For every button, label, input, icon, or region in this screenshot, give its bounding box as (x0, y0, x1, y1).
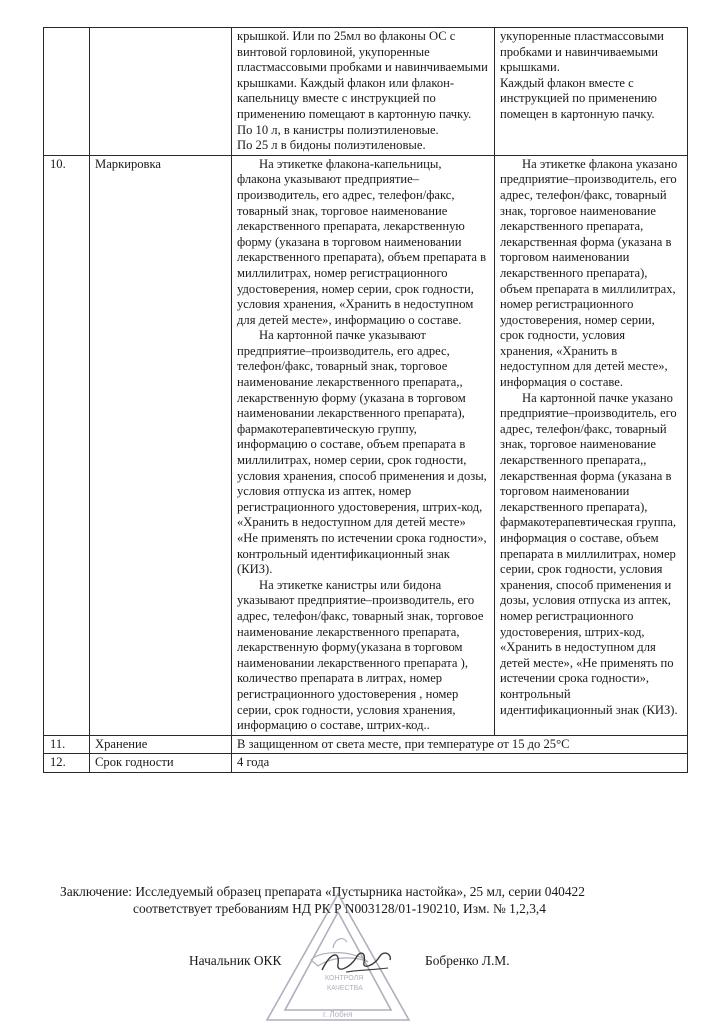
table-row (44, 28, 688, 156)
svg-text:КОНТРОЛЯ: КОНТРОЛЯ (325, 975, 364, 982)
row-number-cell (44, 28, 90, 156)
requirement-text: По 25 л в бидоны полиэтиленовые. (237, 138, 426, 153)
signature-position: Начальник ОКК (189, 953, 282, 968)
requirement-text: На этикетке флакона-капельницы, флакона указывают предприятие–производитель, его адрес, телефон/факс, товарный знак, торговое наименование лекарственного препарата, лекарственную форму (указана в торговом наименовании лекарственного препарата), объем препарата в миллилитрах, номер регистрационного удостоверения, номер серии, срок годности, условия хранения, «Хранить в недоступном для детей месте», информацию о составе. (237, 156, 487, 327)
table-row (44, 735, 688, 754)
conclusion-line-1: Заключение: Исследуемый образец препарата «Пустырника настойка», 25 мл, серии 040422 (60, 884, 585, 899)
conclusion-line-2: соответствует требованиям НД РК Р N003128/01-190210, Изм. № 1,2,3,4 (133, 901, 546, 916)
actual-text: На этикетке флакона указано предприятие–производитель, его адрес, телефон/факс, товарный знак, торговое наименование лекарственного препарата, лекарственная форма (указана в торговом наименовании лекарственного препарата), объем препарата в миллилитрах, номер регистрационного удостоверения, номер серии, срок годности, условия хранения, «Хранить в недоступном для детей месте», информация о составе. (500, 156, 678, 390)
row-name-cell: Хранение (90, 735, 232, 754)
requirement-cell (232, 155, 495, 735)
signature-name: Бобренко Л.М. (425, 953, 510, 968)
row-name-cell (90, 28, 232, 156)
storage-cell: В защищенном от света месте, при температуре от 15 до 25°С (232, 735, 688, 754)
requirement-text: На картонной пачке указывают предприятие–производитель, его адрес, телефон/факс, товарный знак, торговое наименование лекарственного препарата,, лекарственную форму (указана в торговом наименовании лекарственного препарата), фармакотерапевтическую группу, информацию о составе, объем препарата в миллилитрах, номер серии, срок годности, условия хранения, способ применения и дозы, условия отпуска из аптек, номер регистрационного удостоверения, штрих-код, «Хранить в недоступном для детей месте» «Не применять по истечении срока годности», контрольный идентификационный знак (КИЗ). (237, 328, 487, 577)
handwritten-signature (318, 940, 398, 980)
svg-text:КАЧЕСТВА: КАЧЕСТВА (327, 985, 363, 992)
svg-text:г. Лобня: г. Лобня (323, 1010, 353, 1019)
requirement-text: На этикетке канистры или бидона указывают предприятие–производитель, его адрес, телефон/факс, товарный знак, торговое наименование лекарственного препарата, лекарственную форму(указана в торговом наименовании лекарственного препарата ), количество препарата в литрах, номер регистрационного удостоверения , номер серии, срок годности, условия хранения, информацию о составе, штрих-код.. (237, 577, 484, 733)
specification-table (43, 27, 688, 773)
table-row (44, 155, 688, 735)
shelf-life-cell: 4 года (232, 754, 688, 773)
actual-cell (495, 28, 688, 156)
table-row (44, 754, 688, 773)
actual-cell (495, 155, 688, 735)
row-number-cell: 12. (44, 754, 90, 773)
requirement-text: крышкой. Или по 25мл во флаконы ОС с винтовой горловиной, укупоренные пластмассовыми пробками и навинчиваемыми крышками. Каждый флакон или флакон-капельницу вместе с инструкцией по применению помещают в картонную пачку. (237, 29, 488, 121)
row-name-cell: Срок годности (90, 754, 232, 773)
requirement-cell (232, 28, 495, 156)
row-number-cell: 10. (44, 155, 90, 735)
requirement-text: По 10 л, в канистры полиэтиленовые. (237, 122, 439, 137)
actual-text: На картонной пачке указано предприятие–производитель, его адрес, телефон/факс, товарный знак, торговое наименование лекарственного препарата,, лекарственная форма (указана в торговом наименовании лекарственного препарата), фармакотерапевтическая группа, информация о составе, объем препарата в миллилитрах, номер серии, срок годности, условия хранения, способ применения и дозы, условия отпуска из аптек, номер регистрационного удостоверения, штрих-код, «Хранить в недоступном для детей месте», «Не применять по истечении срока годности», контрольный идентификационный знак (КИЗ). (500, 390, 678, 717)
actual-text: укупоренные пластмассовыми пробками и навинчиваемыми крышками. (500, 29, 664, 75)
row-name-cell: Маркировка (90, 155, 232, 735)
row-number-cell: 11. (44, 735, 90, 754)
actual-text: Каждый флакон вместе с инструкцией по применению помещен в картонную пачку. (500, 75, 657, 121)
